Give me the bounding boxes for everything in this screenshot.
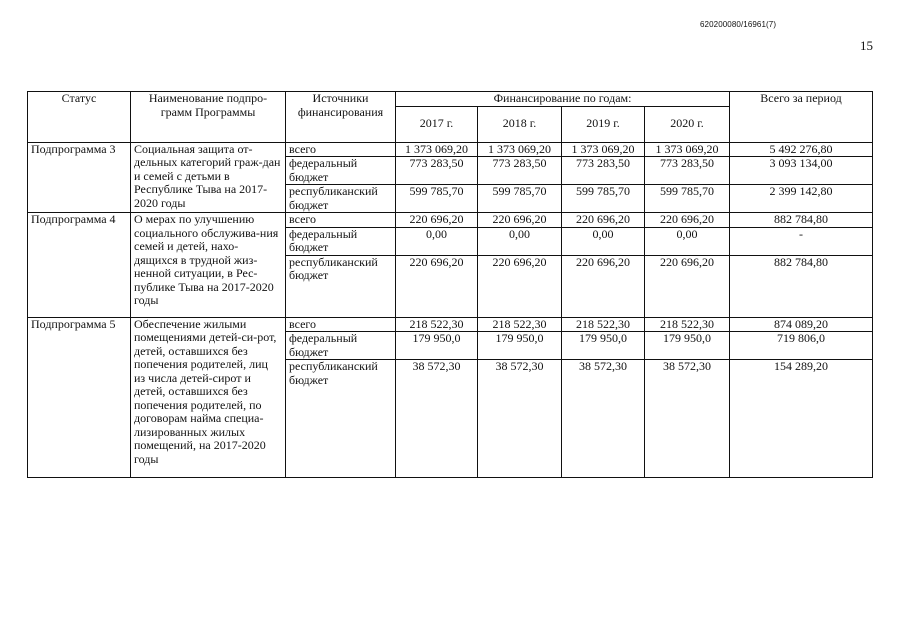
total-cell: 5 492 276,80: [730, 142, 873, 157]
table-row: [28, 142, 873, 157]
value-cell: 1 373 069,20: [562, 142, 645, 157]
value-cell: 220 696,20: [645, 255, 730, 317]
value-cell: 0,00: [396, 227, 478, 255]
value-cell: 218 522,30: [396, 317, 478, 332]
total-cell: 154 289,20: [730, 360, 873, 478]
value-cell: 1 373 069,20: [478, 142, 562, 157]
status-cell: Подпрограмма 3: [28, 142, 131, 213]
value-cell: 38 572,30: [478, 360, 562, 478]
value-cell: 220 696,20: [396, 255, 478, 317]
value-cell: 218 522,30: [478, 317, 562, 332]
header-total: Всего за период: [730, 92, 873, 143]
source-cell: федеральный бюджет: [286, 157, 396, 185]
source-cell: федеральный бюджет: [286, 227, 396, 255]
value-cell: 179 950,0: [562, 332, 645, 360]
total-cell: 2 399 142,80: [730, 185, 873, 213]
header-year-2017: 2017 г.: [396, 106, 478, 142]
value-cell: 220 696,20: [562, 255, 645, 317]
header-year-2019: 2019 г.: [562, 106, 645, 142]
total-cell: 882 784,80: [730, 213, 873, 228]
source-cell: всего: [286, 142, 396, 157]
value-cell: 773 283,50: [562, 157, 645, 185]
total-cell: 3 093 134,00: [730, 157, 873, 185]
value-cell: 1 373 069,20: [645, 142, 730, 157]
total-cell: 874 089,20: [730, 317, 873, 332]
subprogram-name: Социальная защита от-дельных категорий граж-дан и семей с детьми в Республике Тыва на 2017-2020 годы: [131, 142, 286, 213]
total-cell: 719 806,0: [730, 332, 873, 360]
value-cell: 218 522,30: [562, 317, 645, 332]
value-cell: 773 283,50: [645, 157, 730, 185]
source-cell: федеральный бюджет: [286, 332, 396, 360]
value-cell: 220 696,20: [396, 213, 478, 228]
value-cell: 220 696,20: [645, 213, 730, 228]
source-cell: всего: [286, 213, 396, 228]
value-cell: 38 572,30: [645, 360, 730, 478]
value-cell: 0,00: [562, 227, 645, 255]
page-number: 15: [860, 38, 873, 53]
document-code: 620200080/16961(7): [700, 20, 777, 29]
value-cell: 38 572,30: [562, 360, 645, 478]
value-cell: 179 950,0: [396, 332, 478, 360]
source-cell: республиканский бюджет: [286, 255, 396, 317]
value-cell: 0,00: [645, 227, 730, 255]
financing-table: [27, 91, 873, 478]
header-sources: Источники финансирования: [286, 92, 396, 143]
total-cell: 882 784,80: [730, 255, 873, 317]
subprogram-name: О мерах по улучшению социального обслужива-ния семей и детей, нахо-дящихся в трудной жиз-ненной ситуации, в Рес-публике Тыва на 2017-2020 годы: [131, 213, 286, 318]
header-year-2020: 2020 г.: [645, 106, 730, 142]
value-cell: 220 696,20: [478, 213, 562, 228]
value-cell: 179 950,0: [645, 332, 730, 360]
subprogram-name: Обеспечение жилыми помещениями детей-си-рот, детей, оставшихся без попечения родителей, лиц из числа детей-сирот и детей, оставшихся без попечения родителей, по договорам найма специа-лизированных жилых помещений, на 2017-2020 годы: [131, 317, 286, 478]
value-cell: 1 373 069,20: [396, 142, 478, 157]
status-cell: Подпрограмма 4: [28, 213, 131, 318]
value-cell: 220 696,20: [478, 255, 562, 317]
value-cell: 773 283,50: [396, 157, 478, 185]
value-cell: 0,00: [478, 227, 562, 255]
source-cell: всего: [286, 317, 396, 332]
source-cell: республиканский бюджет: [286, 360, 396, 478]
value-cell: 773 283,50: [478, 157, 562, 185]
total-cell: -: [730, 227, 873, 255]
source-cell: республиканский бюджет: [286, 185, 396, 213]
value-cell: 599 785,70: [396, 185, 478, 213]
header-row: [28, 92, 873, 107]
value-cell: 179 950,0: [478, 332, 562, 360]
status-cell: Подпрограмма 5: [28, 317, 131, 478]
value-cell: 599 785,70: [562, 185, 645, 213]
header-status: Статус: [28, 92, 131, 143]
value-cell: 220 696,20: [562, 213, 645, 228]
header-year-2018: 2018 г.: [478, 106, 562, 142]
header-name: Наименование подпро-грамм Программы: [131, 92, 286, 143]
value-cell: 38 572,30: [396, 360, 478, 478]
table-row: [28, 213, 873, 228]
value-cell: 218 522,30: [645, 317, 730, 332]
header-financing: Финансирование по годам:: [396, 92, 730, 107]
table-row: [28, 317, 873, 332]
value-cell: 599 785,70: [645, 185, 730, 213]
value-cell: 599 785,70: [478, 185, 562, 213]
